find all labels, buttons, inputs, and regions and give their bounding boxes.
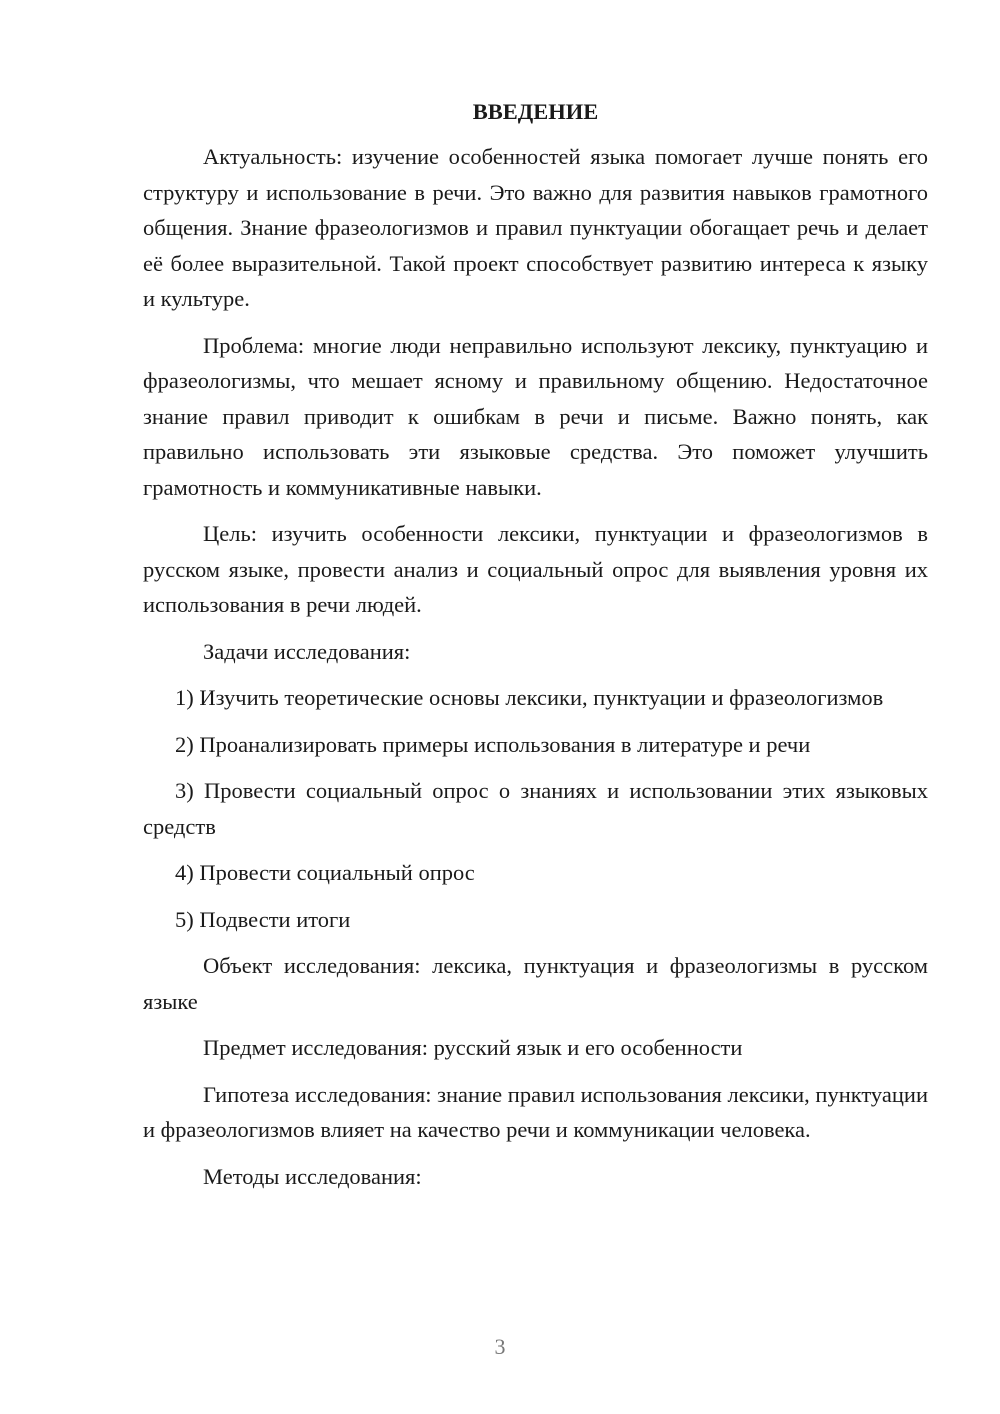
problem-paragraph: Проблема: многие люди неправильно используют лексику, пунктуацию и фразеологизмы, что мешает ясному и правильному общению. Недостаточное знание правил приводит к ошибкам в речи и письме. Важно понять, как правильно использовать эти языковые средства. Это поможет улучшить грамотность и коммуникативные навыки. [143,332,928,500]
tasks-heading: Задачи исследования: [203,638,411,664]
page-number: 3 [494,1334,506,1359]
tasks-list [143,680,928,937]
methods-heading: Методы исследования: [203,1163,422,1189]
hypothesis-paragraph: Гипотеза исследования: знание правил использования лексики, пунктуации и фразеологизмов влияет на качество речи и коммуникации человека. [143,1081,928,1142]
subject-paragraph: Предмет исследования: русский язык и его особенности [203,1035,743,1060]
object-paragraph: Объект исследования: лексика, пунктуация и фразеологизмы в русском языке [143,953,928,1014]
task-item-3: 3) Провести социальный опрос о знаниях и использовании этих языковых средств [143,778,928,839]
task-item-1: 1) Изучить теоретические основы лексики, пунктуации и фразеологизмов [175,685,884,710]
task-item-4: 4) Провести социальный опрос [175,860,475,885]
goal-paragraph: Цель: изучить особенности лексики, пунктуации и фразеологизмов в русском языке, провести анализ и социальный опрос для выявления уровня их использования в речи людей. [143,521,928,617]
page-title: ВВЕДЕНИЕ [472,99,599,124]
page-content [143,95,928,1205]
task-item-5: 5) Подвести итоги [175,906,351,932]
relevance-paragraph: Актуальность: изучение особенностей языка помогает лучше понять его структуру и использование в речи. Это важно для развития навыков грамотного общения. Знание фразеологизмов и правил пунктуации обогащает речь и делает её более выразительной. Такой проект способствует развитию интереса к языку и культуре. [143,144,928,311]
task-item-2: 2) Проанализировать примеры использования в литературе и речи [175,731,811,757]
